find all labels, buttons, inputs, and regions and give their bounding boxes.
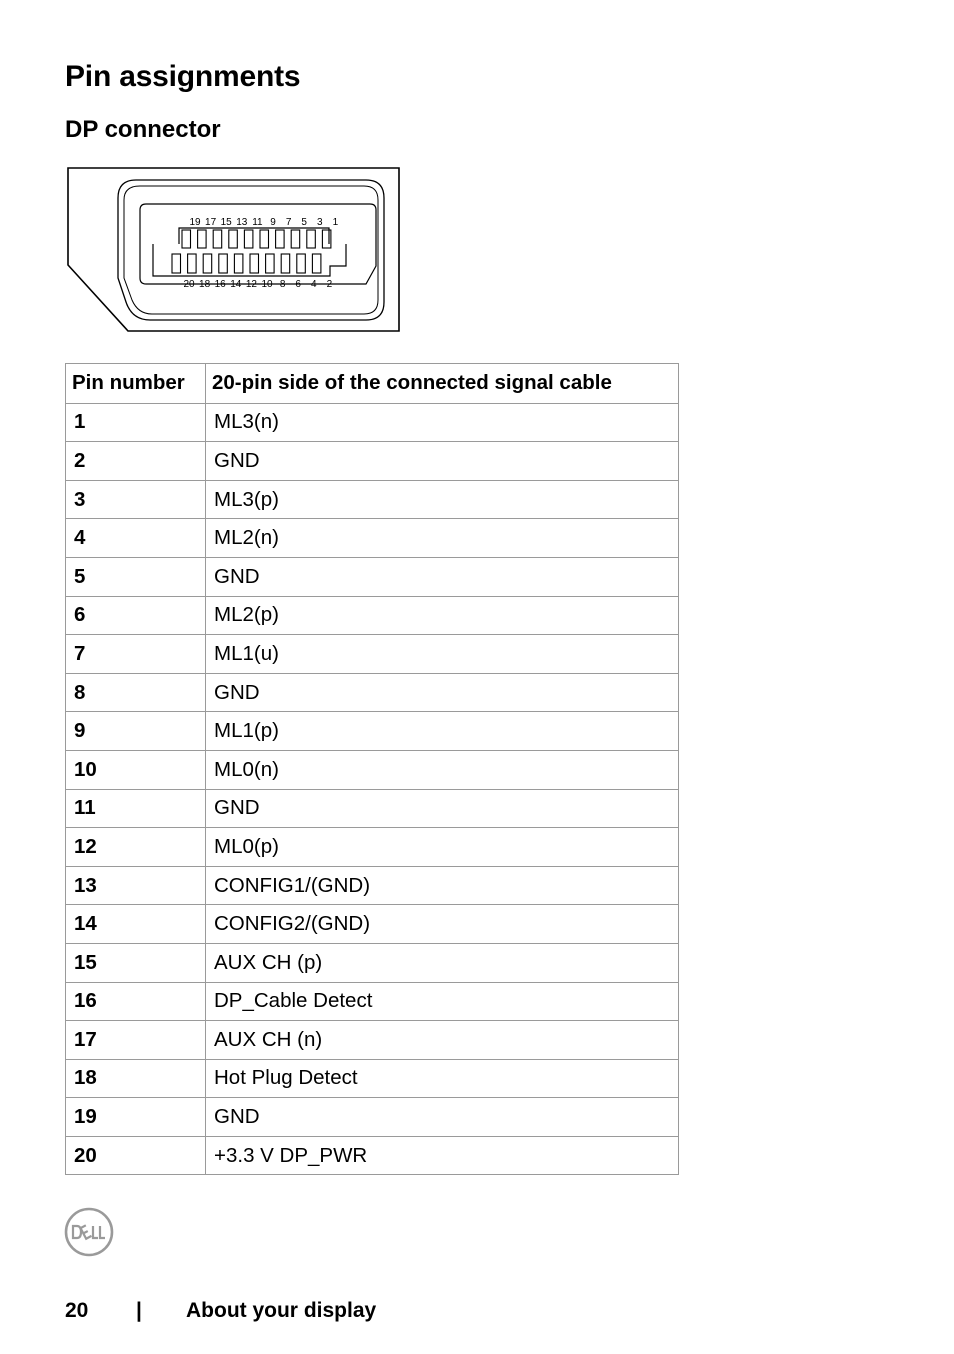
pin-number-cell: 4 (66, 519, 206, 558)
pin-number-cell: 18 (66, 1059, 206, 1098)
signal-cell: ML3(n) (206, 403, 679, 442)
pin-assignment-table (65, 363, 679, 1175)
table-row (66, 943, 679, 982)
pin-label: 18 (199, 279, 211, 290)
pin-contact (198, 230, 207, 248)
signal-cell: DP_Cable Detect (206, 982, 679, 1021)
table-row (66, 480, 679, 519)
signal-cell: ML1(p) (206, 712, 679, 751)
table-row (66, 596, 679, 635)
table-row (66, 635, 679, 674)
pin-contact (229, 230, 238, 248)
signal-cell: GND (206, 789, 679, 828)
table-body (66, 403, 679, 1175)
signal-cell: ML0(p) (206, 828, 679, 867)
signal-cell: CONFIG1/(GND) (206, 866, 679, 905)
signal-cell: ML3(p) (206, 480, 679, 519)
table-row (66, 1136, 679, 1175)
pin-contact (244, 230, 253, 248)
pin-label: 12 (245, 279, 257, 290)
header-pin-number: Pin number (66, 364, 206, 404)
table-row (66, 905, 679, 944)
page-number: 20 (65, 1299, 89, 1322)
pin-contact (281, 254, 290, 273)
signal-cell: GND (206, 442, 679, 481)
pin-label: 8 (279, 279, 286, 290)
pin-number-cell: 15 (66, 943, 206, 982)
pin-number-cell: 8 (66, 673, 206, 712)
pin-number-cell: 19 (66, 1098, 206, 1137)
signal-cell: CONFIG2/(GND) (206, 905, 679, 944)
pin-contact (250, 254, 259, 273)
pin-number-cell: 3 (66, 480, 206, 519)
dell-logo-icon (64, 1207, 114, 1257)
signal-cell: GND (206, 557, 679, 596)
pin-number-cell: 6 (66, 596, 206, 635)
signal-cell: GND (206, 673, 679, 712)
pin-contact (276, 230, 285, 248)
footer-section-title: About your display (186, 1299, 377, 1322)
table-row (66, 1021, 679, 1060)
dp-connector-diagram (66, 166, 402, 334)
pin-contact (291, 230, 300, 248)
table-row (66, 557, 679, 596)
signal-cell: GND (206, 1098, 679, 1137)
pin-contact (219, 254, 228, 273)
table-row (66, 789, 679, 828)
pin-contact (297, 254, 306, 273)
pin-number-cell: 11 (66, 789, 206, 828)
pin-contact (182, 230, 191, 248)
pin-label: 3 (317, 217, 323, 228)
pin-label: 10 (261, 279, 273, 290)
pin-contact (234, 254, 243, 273)
table-row (66, 519, 679, 558)
pin-number-cell: 20 (66, 1136, 206, 1175)
page-title: Pin assignments (65, 60, 301, 93)
pin-label: 20 (183, 279, 195, 290)
pin-number-cell: 16 (66, 982, 206, 1021)
pin-contact (172, 254, 181, 273)
bottom-pin-row (172, 254, 321, 273)
pin-contact (307, 230, 316, 248)
pin-number-cell: 9 (66, 712, 206, 751)
pin-label: 11 (252, 217, 263, 228)
table-header-row (66, 364, 679, 404)
pin-number-cell: 14 (66, 905, 206, 944)
pin-number-cell: 1 (66, 403, 206, 442)
table-row (66, 1059, 679, 1098)
table-row (66, 828, 679, 867)
pin-label: 9 (270, 217, 276, 228)
signal-cell: Hot Plug Detect (206, 1059, 679, 1098)
signal-cell: ML0(n) (206, 750, 679, 789)
header-signal: 20-pin side of the connected signal cable (206, 364, 679, 404)
pin-number-cell: 12 (66, 828, 206, 867)
connector-inner-shell (118, 180, 384, 320)
table-row (66, 866, 679, 905)
signal-cell: ML2(p) (206, 596, 679, 635)
pin-number-cell: 13 (66, 866, 206, 905)
pin-label: 14 (230, 279, 242, 290)
top-pin-labels (189, 217, 338, 228)
section-title: DP connector (65, 116, 221, 143)
pin-label: 17 (205, 217, 217, 228)
pin-number-cell: 2 (66, 442, 206, 481)
top-pin-row (182, 230, 331, 248)
pin-number-cell: 10 (66, 750, 206, 789)
pin-label: 6 (295, 279, 301, 290)
table-row (66, 750, 679, 789)
signal-cell: +3.3 V DP_PWR (206, 1136, 679, 1175)
signal-cell: AUX CH (p) (206, 943, 679, 982)
pin-label: 4 (311, 279, 317, 290)
pin-label: 7 (285, 217, 292, 228)
pin-label: 1 (332, 217, 339, 228)
pin-label: 13 (236, 217, 248, 228)
signal-cell: AUX CH (n) (206, 1021, 679, 1060)
connector-inner-shell-2 (124, 186, 378, 314)
pin-label: 16 (214, 279, 226, 290)
table-row (66, 712, 679, 751)
pin-number-cell: 17 (66, 1021, 206, 1060)
pin-contact (312, 254, 321, 273)
pin-label: 19 (189, 217, 201, 228)
pin-contact (213, 230, 222, 248)
pin-label: 5 (301, 217, 307, 228)
pin-label: 2 (326, 279, 333, 290)
table-row (66, 442, 679, 481)
pin-contact (260, 230, 269, 248)
table-row (66, 982, 679, 1021)
table-row (66, 1098, 679, 1137)
signal-cell: ML2(n) (206, 519, 679, 558)
pin-contact (188, 254, 197, 273)
pin-contact (266, 254, 275, 273)
footer-separator: | (136, 1299, 142, 1322)
pin-label: 15 (220, 217, 232, 228)
pin-number-cell: 5 (66, 557, 206, 596)
pin-number-cell: 7 (66, 635, 206, 674)
table-row (66, 403, 679, 442)
table-row (66, 673, 679, 712)
pin-contact (203, 254, 212, 273)
signal-cell: ML1(u) (206, 635, 679, 674)
pin-contact (322, 230, 331, 248)
